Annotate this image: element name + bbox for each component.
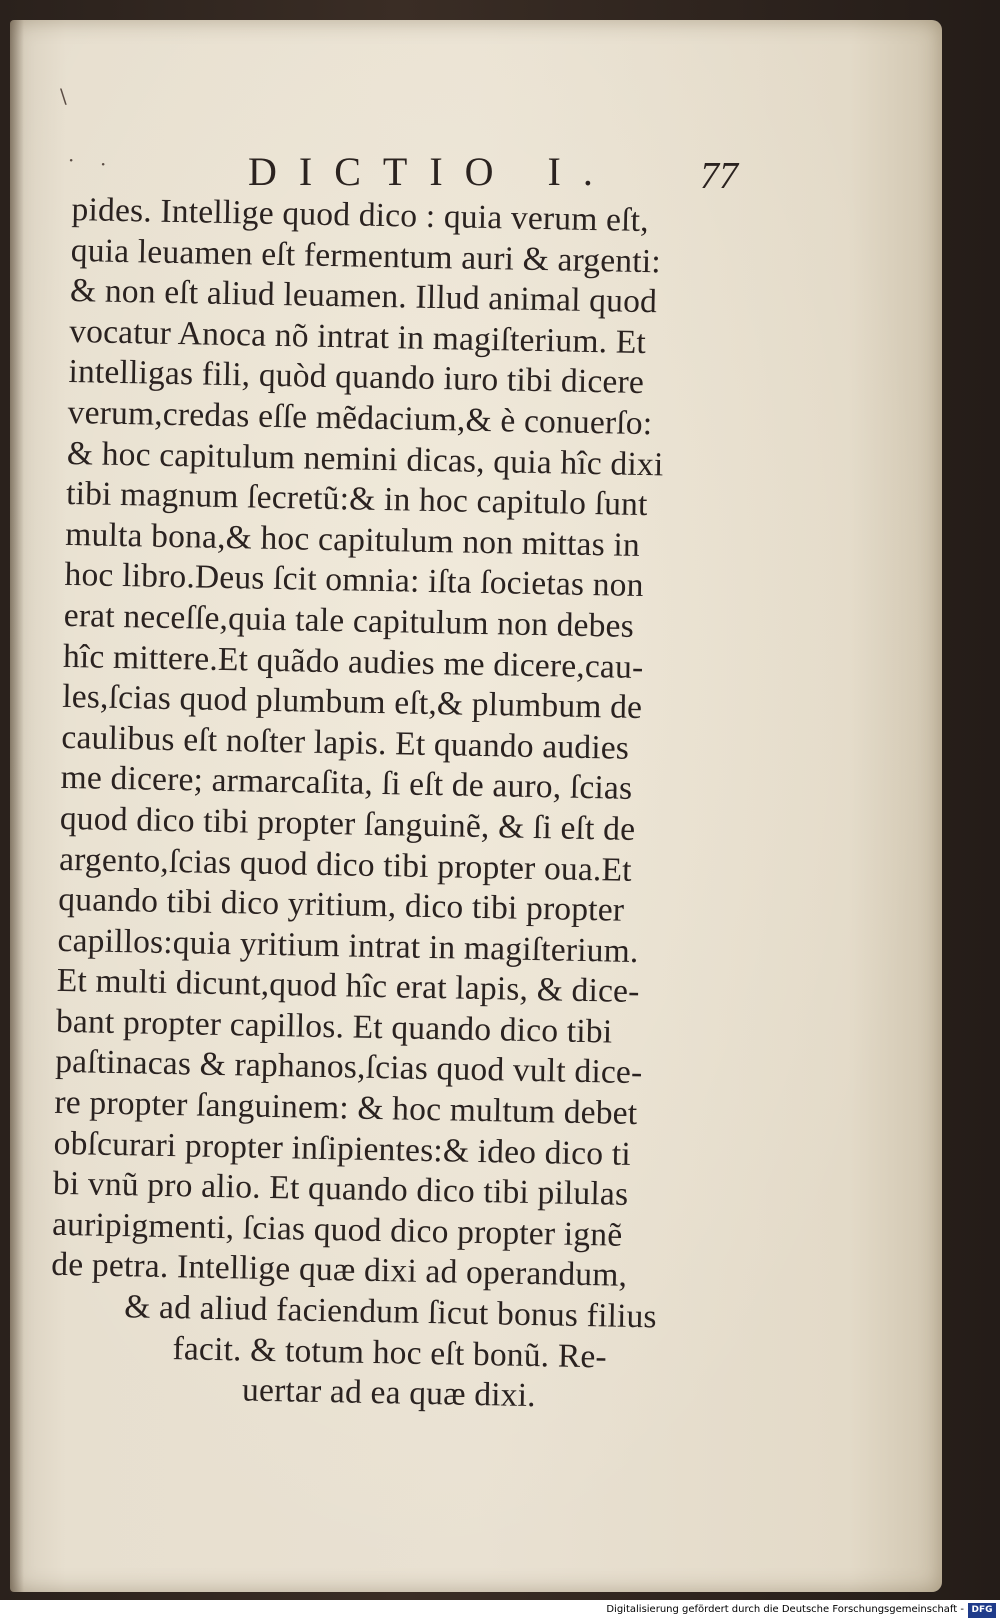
text-line: hoc libro.Deus ſcit omnia: iſta ſocietas non [64, 556, 644, 605]
ink-mark: · [68, 148, 75, 172]
text-line: erat neceſſe,quia tale capitulum non debes [63, 596, 635, 645]
footer-credit: Digitalisierung gefördert durch die Deutsche Forschungsgemeinschaft - [606, 1604, 964, 1615]
text-line: intelligas fili, quòd quando iuro tibi dicere [68, 353, 645, 402]
text-line: Et multi dicunt,quod hîc erat lapis, & dice- [56, 962, 640, 1011]
text-line: quando tibi dico yritium, dico tibi propter [58, 880, 625, 929]
footer [0, 1600, 1000, 1622]
text-line: re propter ſanguinem: & hoc multum debet [54, 1083, 638, 1133]
text-line: tibi magnum ſecretũ:& in hoc capitulo ſunt [65, 475, 648, 524]
text-line: me dicere; armarcaſita, ſi eſt de auro, ſcias [60, 759, 633, 808]
ink-mark: \ [60, 84, 67, 108]
text-line: capillos:quia yritium intrat in magiſterium. [57, 921, 639, 970]
text-line: bant propter capillos. Et quando dico tibi [55, 1002, 613, 1051]
text-line: quod dico tibi propter ſanguinẽ, & ſi eſt de [59, 799, 636, 848]
text-line: & ad aliud faciendum ſicut bonus filius [123, 1288, 658, 1336]
page-number: 77 [700, 155, 738, 197]
text-line: caulibus eſt noſter lapis. Et quando audies [61, 718, 630, 767]
text-line: hîc mittere.Et quãdo audies me dicere,cau- [62, 637, 644, 686]
text-line: & non eſt aliud leuamen. Illud animal quod [69, 272, 658, 321]
dfg-logo-icon: DFG [968, 1603, 996, 1618]
text-line: bi vnũ pro alio. Et quando dico tibi pilulas [52, 1165, 629, 1214]
text-line: pides. Intellige quod dico : quia verum eſt, [71, 190, 650, 240]
text-line: verum,credas eſſe mẽdacium,& è conuerſo: [67, 393, 653, 443]
text-line: de petra. Intellige quæ dixi ad operandum, [51, 1246, 628, 1295]
text-line: obſcurari propter inſipientes:& ideo dico ti [53, 1124, 632, 1173]
text-line: argento,ſcias quod dico tibi propter oua.Et [58, 840, 633, 889]
book-page [10, 20, 942, 1592]
text-line: & hoc capitulum nemini dicas, quia hîc dixi [66, 434, 664, 483]
text-line: facit. & totum hoc eſt bonũ. Re- [172, 1329, 608, 1376]
running-head: DICTIO I. [248, 149, 615, 194]
text-line: uertar ad ea quæ dixi. [241, 1371, 537, 1415]
text-line: multa bona,& hoc capitulum non mittas in [65, 515, 641, 564]
text-line: les,ſcias quod plumbum eſt,& plumbum de [61, 678, 643, 727]
text-line: paſtinacas & raphanos,ſcias quod vult dice- [54, 1043, 643, 1092]
text-line: quia leuamen eſt fermentum auri & argenti: [70, 231, 662, 280]
text-line: vocatur Anoca nõ intrat in magiſterium. Et [68, 312, 647, 361]
spine-shadow [10, 20, 24, 1592]
body-text [49, 190, 752, 1421]
ink-mark: · [100, 152, 107, 176]
text-line: auripigmenti, ſcias quod dico propter ignẽ [51, 1205, 623, 1254]
